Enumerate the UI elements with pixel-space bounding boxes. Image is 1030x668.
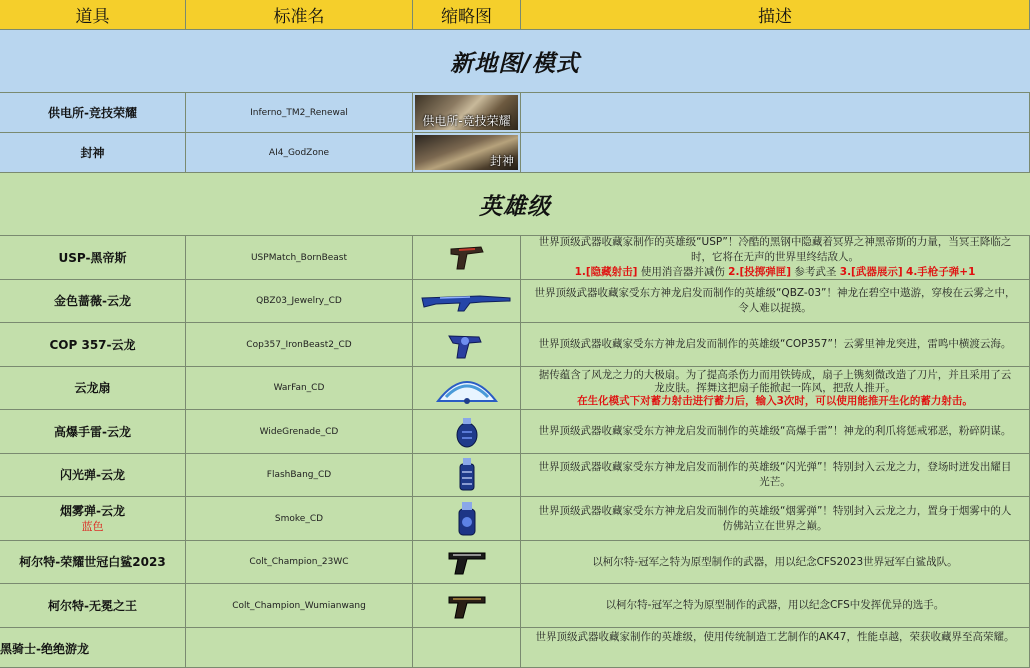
map-code: AI4_GodZone: [186, 133, 413, 173]
item-thumbnail: [413, 454, 521, 497]
item-code: WarFan_CD: [186, 367, 413, 410]
table-row-map-name: 封神: [0, 133, 186, 173]
smoke-grenade-icon: [452, 500, 482, 538]
table-row-item-name: 闪光弹-云龙: [0, 454, 186, 497]
item-thumbnail: [413, 236, 521, 280]
item-description: 世界顶级武器收藏家制作的英雄级，使用传统制造工艺制作的AK47，性能卓越，荣获收藏界至高荣耀。: [521, 628, 1030, 668]
item-code: FlashBang_CD: [186, 454, 413, 497]
item-code: Smoke_CD: [186, 497, 413, 541]
section-new-maps: [0, 30, 1030, 93]
item-thumbnail: [413, 410, 521, 454]
item-code: Colt_Champion_Wumianwang: [186, 584, 413, 628]
map-description: [521, 93, 1030, 133]
item-code: Cop357_IronBeast2_CD: [186, 323, 413, 367]
map-description: [521, 133, 1030, 173]
item-thumbnail: [413, 280, 521, 323]
table-row-item-name: 云龙扇: [0, 367, 186, 410]
map-code: Inferno_TM2_Renewal: [186, 93, 413, 133]
section-title: 英雄级: [479, 193, 551, 220]
item-description: 世界顶级武器收藏家制作的英雄级“USP”！冷酷的黑钢中隐藏着冥界之神黑帝斯的力量，当冥王降临之 时，它将在无声的世界里终结敌人。 1.[隐藏射击] 使用消音器并减伤 2.[投掷弹匣] 参考武圣 3.[武器展示] 4.手枪子弹+1: [521, 236, 1030, 280]
grenade-icon: [452, 414, 482, 450]
map-thumbnail: [413, 93, 521, 133]
table-row-map-name: 供电所-竞技荣耀: [0, 93, 186, 133]
colt-pistol-icon: [445, 547, 489, 577]
item-code: QBZ03_Jewelry_CD: [186, 280, 413, 323]
table-row-item-name: USP-黑帝斯: [0, 236, 186, 280]
item-thumbnail: [413, 497, 521, 541]
section-hero-class: [0, 173, 1030, 236]
table-row-item-name: 黑骑士-绝绝游龙: [0, 628, 186, 668]
item-description: 以柯尔特-冠军之特为原型制作的武器，用以纪念CFS中发挥优异的选手。: [521, 584, 1030, 628]
item-thumbnail: [413, 584, 521, 628]
item-thumbnail: [413, 367, 521, 410]
item-thumbnail: [413, 541, 521, 584]
header-col-description: 描述: [521, 0, 1030, 30]
item-description: 世界顶级武器收藏家受东方神龙启发而制作的英雄级“QBZ-03”！神龙在碧空中遨游，穿梭在云雾之中， 令人难以捉摸。: [521, 280, 1030, 323]
item-code: [186, 628, 413, 668]
flashbang-icon: [454, 456, 480, 494]
item-description: 世界顶级武器收藏家受东方神龙启发而制作的英雄级“高爆手雷”！神龙的利爪将惩戒邪恶，粉碎阴谋。: [521, 410, 1030, 454]
item-thumbnail: [413, 628, 521, 668]
table-row-item-name: 高爆手雷-云龙: [0, 410, 186, 454]
rifle-icon: [420, 289, 514, 313]
table-row-item-name: 烟雾弹-云龙 蓝色: [0, 497, 186, 541]
map-thumbnail: [413, 133, 521, 173]
map-thumbnail-image: 封神: [415, 135, 518, 170]
item-description: 世界顶级武器收藏家受东方神龙启发而制作的英雄级“闪光弹”！特别封入云龙之力，登场时迸发出耀目 光芒。: [521, 454, 1030, 497]
table-row-item-name: 柯尔特-荣耀世冠白鲨2023: [0, 541, 186, 584]
item-description: 世界顶级武器收藏家受东方神龙启发而制作的英雄级“烟雾弹”！特别封入云龙之力，置身于烟雾中的人 仿佛站立在世界之巅。: [521, 497, 1030, 541]
revolver-icon: [445, 328, 489, 362]
item-code: Colt_Champion_23WC: [186, 541, 413, 584]
section-title: 新地图/模式: [450, 50, 580, 77]
item-description: 据传蕴含了风龙之力的大极扇。为了提高杀伤力而用铁铸成，扇子上镌刻微改造了刀片，并且采用了云 龙皮肤。挥舞这把扇子能掀起一阵风，把敌人推开。 在生化模式下对蓄力射击进行蓄力后，输入3次时，可以使用能推开生化的蓄力射击。: [521, 367, 1030, 410]
table-row-item-name: COP 357-云龙: [0, 323, 186, 367]
pistol-icon: [445, 241, 489, 275]
item-description: 以柯尔特-冠军之特为原型制作的武器，用以纪念CFS2023世界冠军白鲨战队。: [521, 541, 1030, 584]
table-row-item-name: 金色蔷薇-云龙: [0, 280, 186, 323]
map-thumbnail-image: 供电所-竞技荣耀: [415, 95, 518, 130]
header-col-item: 道具: [0, 0, 186, 30]
item-code: USPMatch_BornBeast: [186, 236, 413, 280]
table-row-item-name: 柯尔特-无冕之王: [0, 584, 186, 628]
fan-icon: [432, 371, 502, 405]
item-code: WideGrenade_CD: [186, 410, 413, 454]
header-col-standard-name: 标准名: [186, 0, 413, 30]
colt-pistol-icon: [445, 591, 489, 621]
item-name-note: 蓝色: [81, 519, 104, 533]
item-thumbnail: [413, 323, 521, 367]
feature-line: 1.[隐藏射击] 使用消音器并减伤 2.[投掷弹匣] 参考武圣 3.[武器展示] 4.手枪子弹+1: [574, 266, 976, 278]
item-description: 世界顶级武器收藏家受东方神龙启发而制作的英雄级“COP357”！云雾里神龙突进，雷鸣中横渡云海。: [521, 323, 1030, 367]
header-col-thumbnail: 缩略图: [413, 0, 521, 30]
